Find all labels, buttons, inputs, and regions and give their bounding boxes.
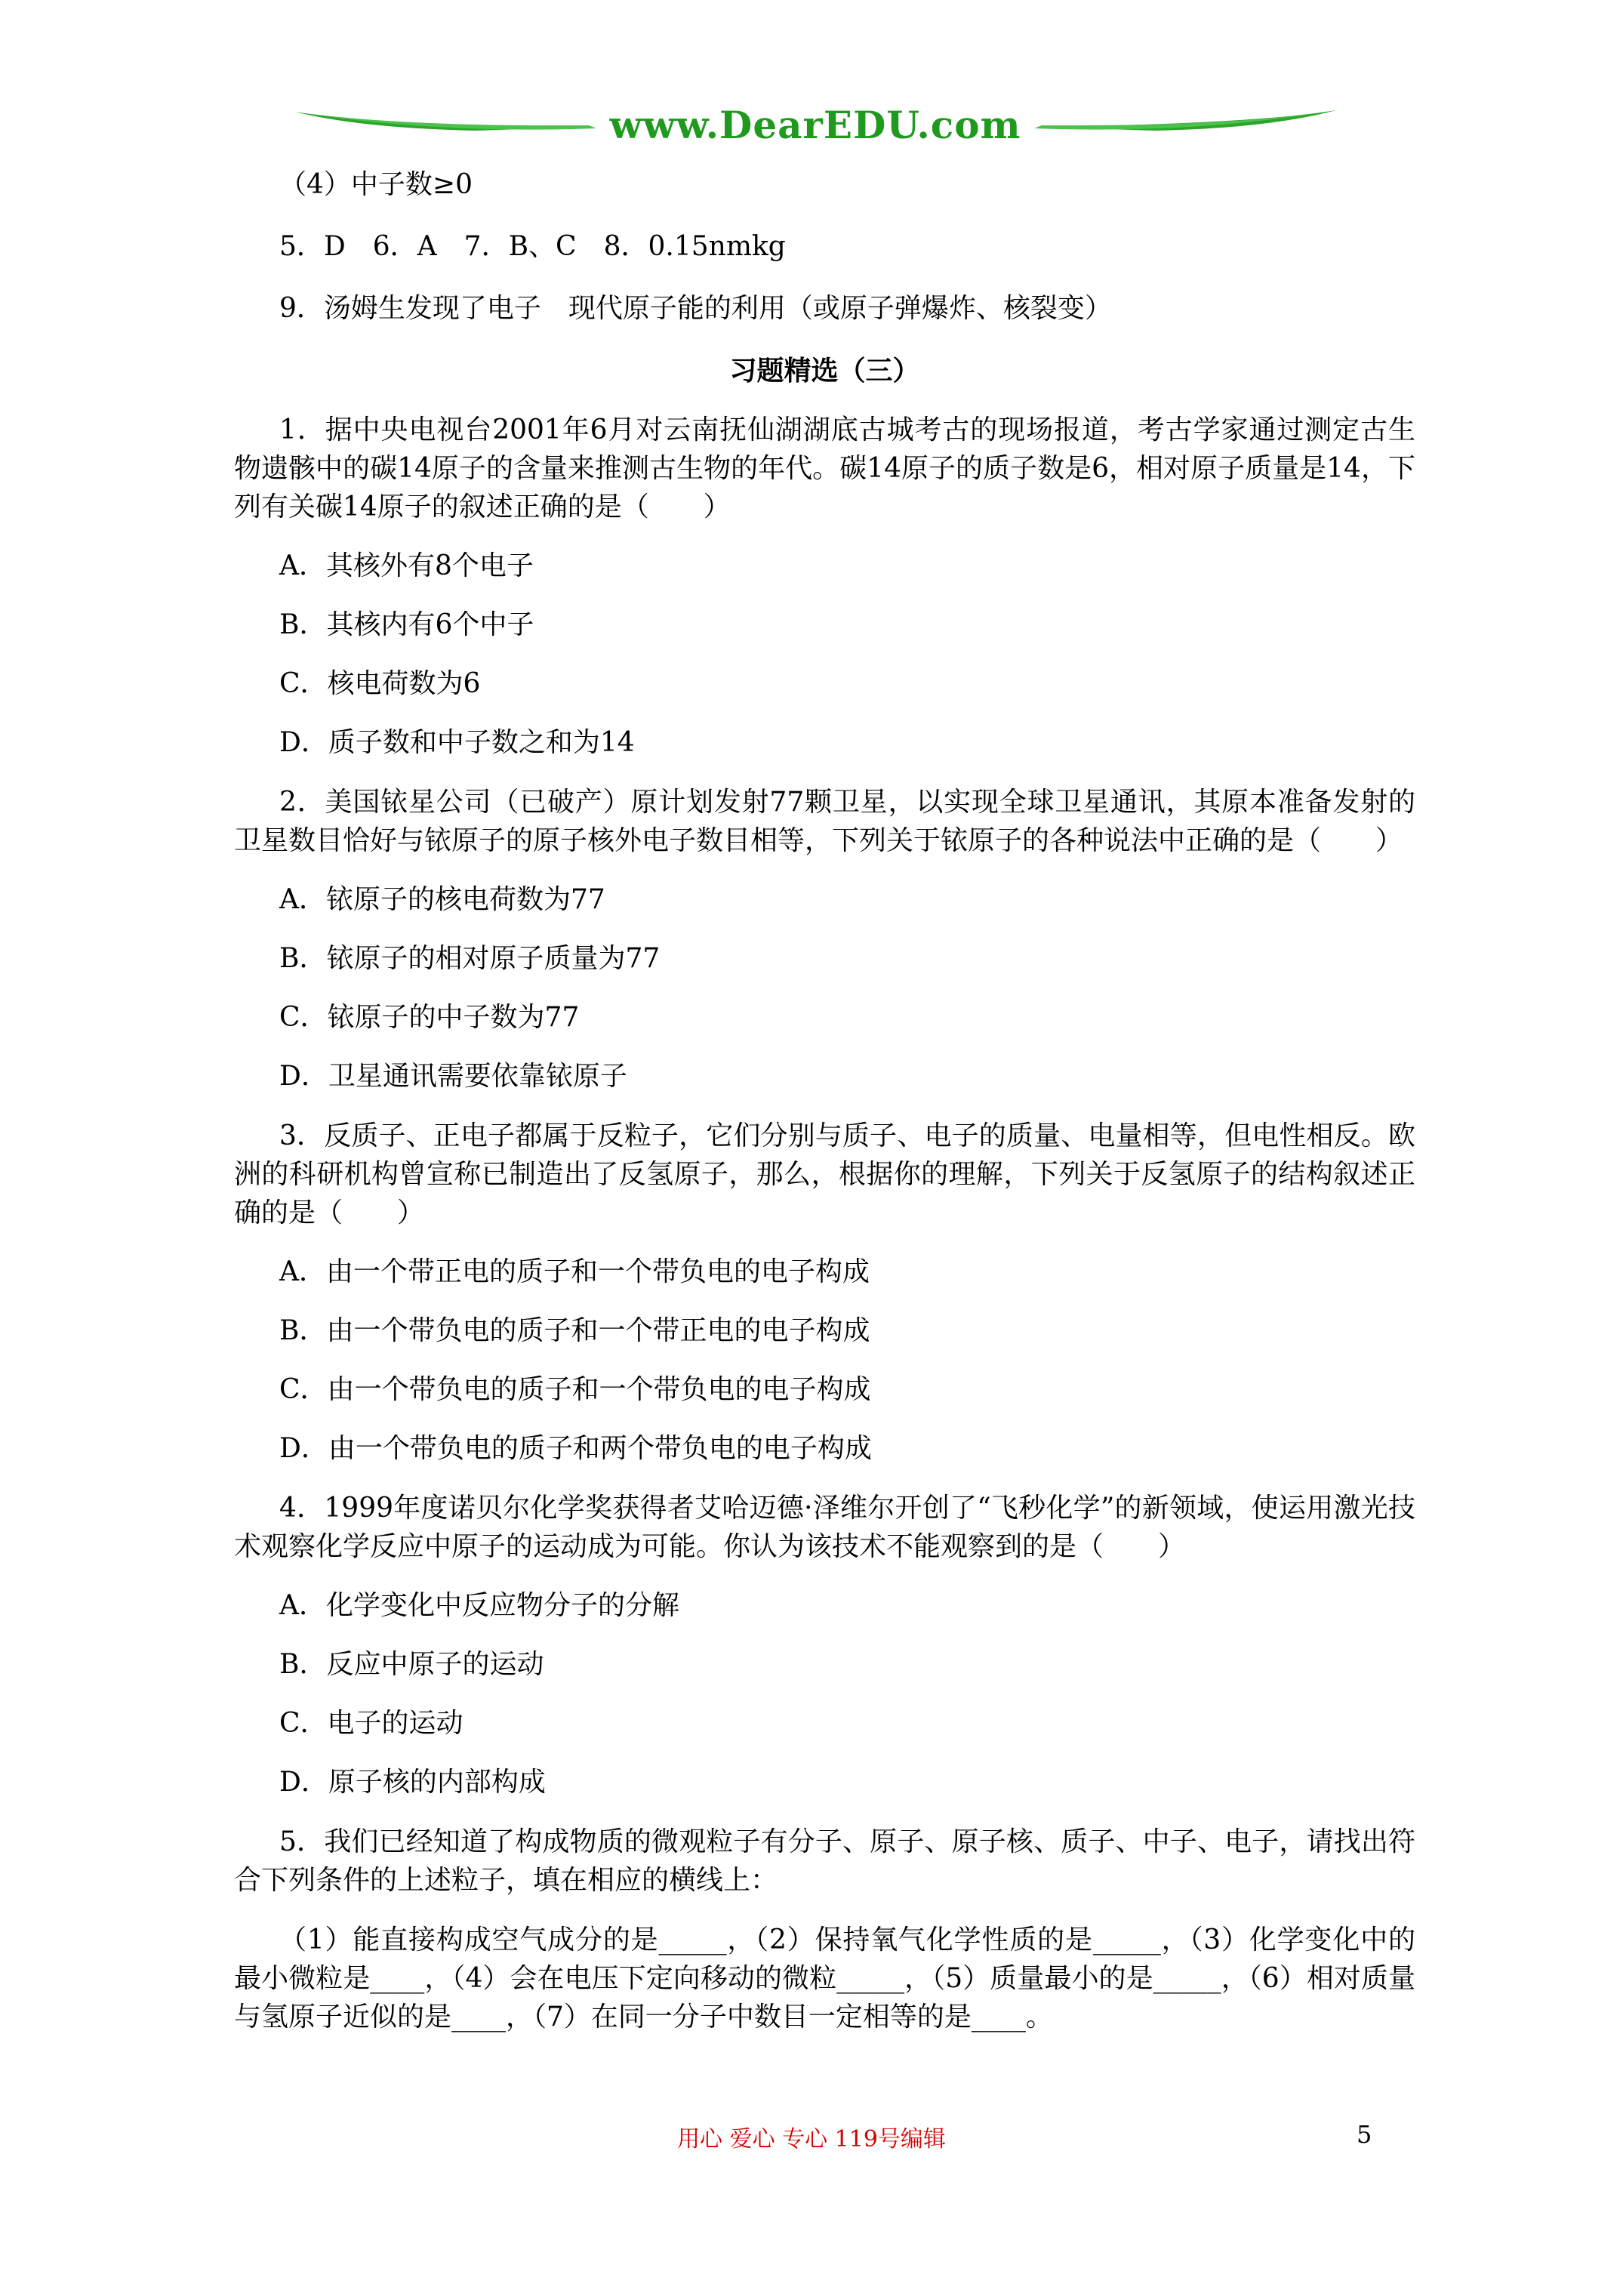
answer-line: （4）中子数≥0 [279, 169, 473, 200]
option: D．卫星通讯需要依靠铱原子 [279, 1061, 627, 1092]
site-header [287, 89, 1344, 165]
option: A．由一个带正电的质子和一个带负电的电子构成 [279, 1256, 870, 1287]
question-stem: 1．据中央电视台2001年6月对云南抚仙湖湖底古城考古的现场报道，考古学家通过测定古生物遗骸中的碳14原子的含量来推测古生物的年代。碳14原子的质子数是6，相对原子质量是14，下列有关碳14原子的叙述正确的是（ ） [234, 415, 1415, 522]
question-stem: 5．我们已经知道了构成物质的微观粒子有分子、原子、原子核、质子、中子、电子，请找出符合下列条件的上述粒子，填在相应的横线上： [234, 1826, 1415, 1896]
question-stem: 3．反质子、正电子都属于反粒子，它们分别与质子、电子的质量、电量相等，但电性相反。欧洲的科研机构曾宣称已制造出了反氢原子，那么，根据你的理解，下列关于反氢原子的结构叙述正确的是（ ） [234, 1120, 1415, 1228]
question-stem: 2．美国铱星公司（已破产）原计划发射77颗卫星，以实现全球卫星通讯，其原本准备发射的卫星数目恰好与铱原子的原子核外电子数目相等，下列关于铱原子的各种说法中正确的是（ ） [234, 787, 1415, 856]
site-logo-text[interactable]: www.DearEDU.com [609, 103, 1021, 147]
option: C．电子的运动 [279, 1708, 463, 1739]
option: B．其核内有6个中子 [279, 609, 534, 640]
option: B．反应中原子的运动 [279, 1649, 544, 1680]
option: A．铱原子的核电荷数为77 [279, 884, 605, 915]
section-title: 习题精选（三） [729, 355, 920, 387]
document-body [234, 166, 1415, 2036]
option: D．质子数和中子数之和为14 [279, 727, 635, 758]
option: C．铱原子的中子数为77 [279, 1002, 580, 1033]
option: C．由一个带负电的质子和一个带负电的电子构成 [279, 1374, 871, 1405]
option: B．铱原子的相对原子质量为77 [279, 943, 661, 974]
answer-line: 9．汤姆生发现了电子 现代原子能的利用（或原子弹爆炸、核裂变） [279, 293, 1112, 324]
page-number: 5 [1357, 2120, 1372, 2149]
question-stem: 4．1999年度诺贝尔化学奖获得者艾哈迈德·泽维尔开创了“飞秒化学”的新领域，使运用激光技术观察化学反应中原子的运动成为可能。你认为该技术不能观察到的是（ ） [234, 1493, 1415, 1562]
option: A．化学变化中反应物分子的分解 [279, 1590, 679, 1621]
fill-in-blanks: （1）能直接构成空气成分的是_____，（2）保持氧气化学性质的是_____，（3）化学变化中的最小微粒是____，（4）会在电压下定向移动的微粒_____，（5）质量最小的是_____，（6）相对质量与氢原子近似的是____，（7）在同一分子中数目一定相等的是____。 [234, 1925, 1415, 2032]
option: D．原子核的内部构成 [279, 1767, 546, 1798]
answer-line: 5．D 6．A 7．B、C 8．0.15nmkg [279, 231, 786, 262]
footer-text: 用心 爱心 专心 119号编辑 [677, 2126, 946, 2153]
option: C．核电荷数为6 [279, 668, 481, 699]
option: B．由一个带负电的质子和一个带正电的电子构成 [279, 1315, 870, 1346]
option: A．其核外有8个电子 [279, 550, 534, 581]
option: D．由一个带负电的质子和两个带负电的电子构成 [279, 1433, 872, 1464]
